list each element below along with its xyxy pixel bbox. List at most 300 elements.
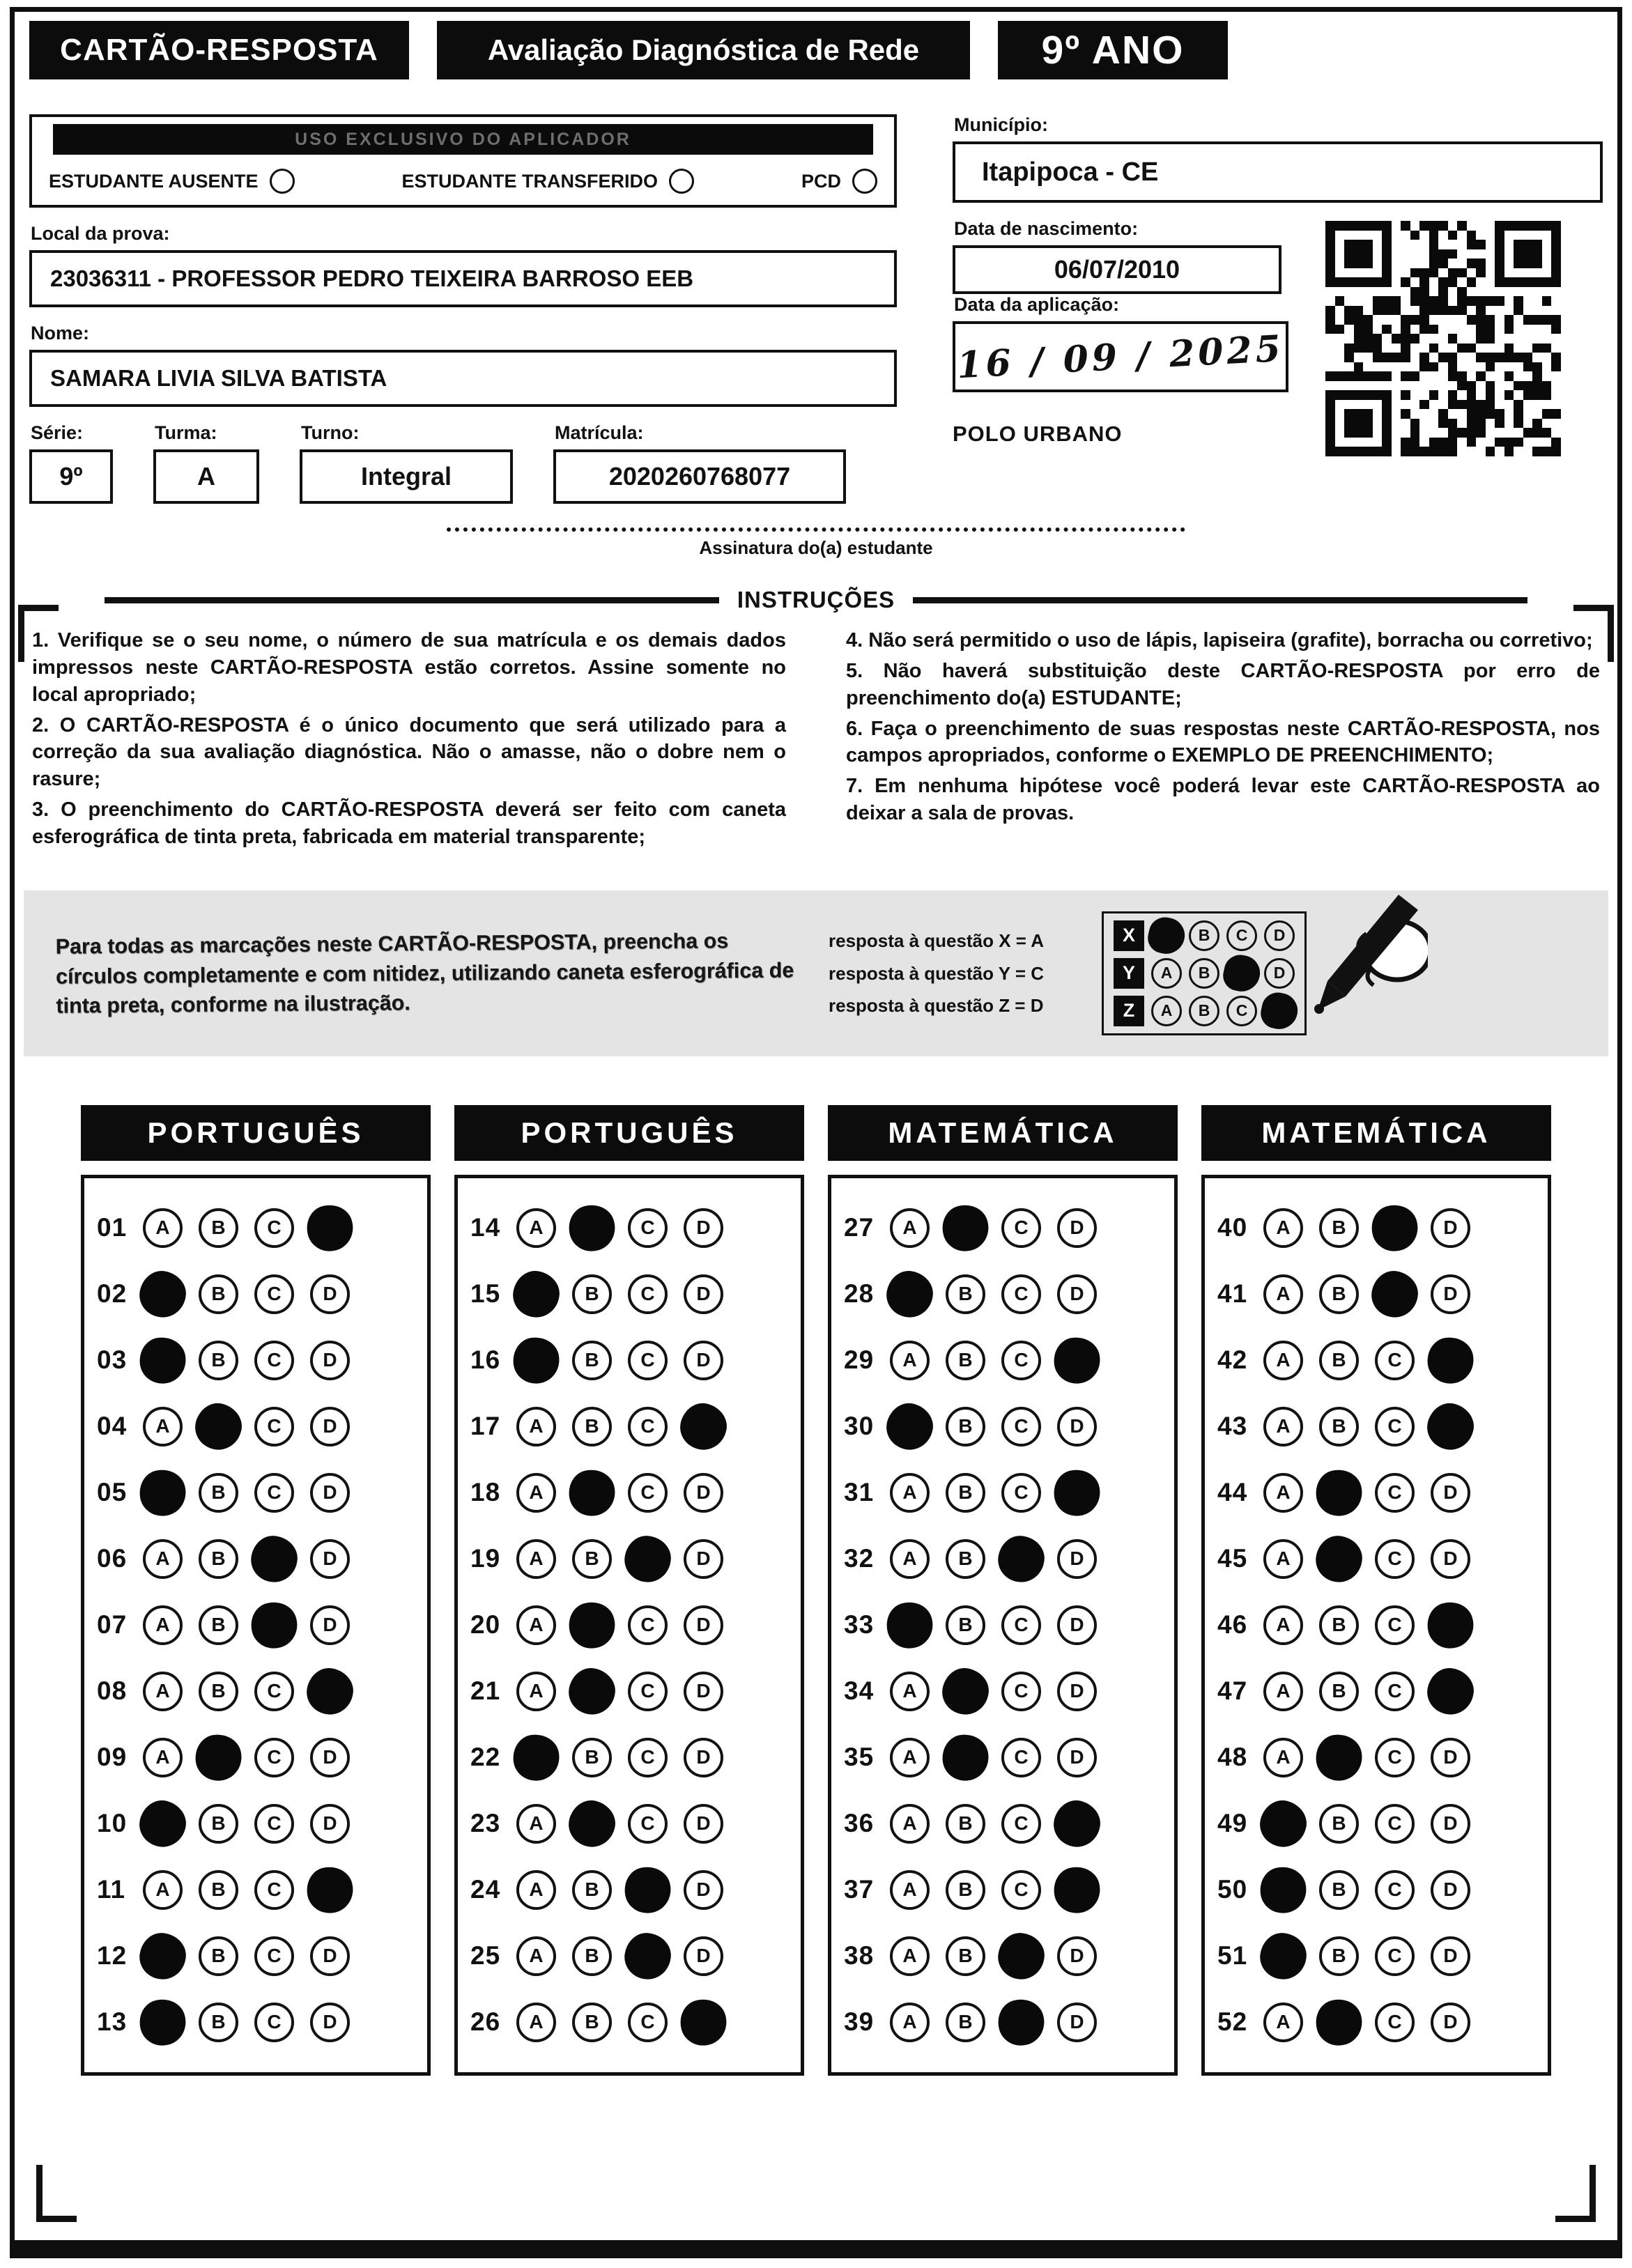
question-row xyxy=(470,1592,794,1658)
question-row xyxy=(97,1658,420,1725)
answer-bubble-d[interactable]: D xyxy=(1057,1605,1097,1645)
answer-bubble-d[interactable]: D xyxy=(1431,1804,1470,1844)
question-row xyxy=(470,1526,794,1592)
answer-bubble-d[interactable]: D xyxy=(310,1539,350,1579)
answer-bubble-c[interactable]: C xyxy=(628,1605,668,1645)
answer-bubble-d[interactable]: D xyxy=(310,1473,350,1513)
question-number: 42 xyxy=(1217,1345,1248,1375)
answer-bubble-c[interactable]: C xyxy=(254,1341,294,1380)
answer-bubble-c[interactable]: C xyxy=(1375,1473,1415,1513)
example-bubble-b: B xyxy=(1189,996,1219,1026)
answer-bubble-c[interactable]: C xyxy=(1001,1274,1041,1314)
answer-bubble-d[interactable]: D xyxy=(1431,1936,1470,1976)
answer-bubble-a[interactable]: A xyxy=(890,1473,930,1513)
answer-bubble-b[interactable]: B xyxy=(946,1804,985,1844)
answer-bubble-b[interactable] xyxy=(564,1795,621,1852)
answer-bubble-c[interactable]: C xyxy=(1375,2003,1415,2042)
answer-bubble-d[interactable]: D xyxy=(1431,1208,1470,1248)
answer-bubble-b[interactable]: B xyxy=(199,1672,238,1711)
answer-bubble-b[interactable] xyxy=(937,1200,993,1256)
answer-bubble-a[interactable]: A xyxy=(143,1539,183,1579)
answer-bubble-c[interactable]: C xyxy=(254,1870,294,1910)
answer-bubble-b[interactable]: B xyxy=(1319,1870,1359,1910)
question-number: 15 xyxy=(470,1279,501,1309)
question-number: 24 xyxy=(470,1875,501,1904)
answer-bubble-d[interactable]: D xyxy=(1431,2003,1470,2042)
answer-bubble-a[interactable]: A xyxy=(516,1208,556,1248)
answer-section xyxy=(81,1105,431,2076)
nome-field xyxy=(29,323,897,407)
option-bubbles xyxy=(143,1407,350,1447)
answer-bubble-d[interactable]: D xyxy=(1057,1208,1097,1248)
answer-bubble-b[interactable]: B xyxy=(572,1274,612,1314)
question-number: 48 xyxy=(1217,1743,1248,1772)
answer-bubble-b[interactable]: B xyxy=(199,2003,238,2042)
question-row xyxy=(844,1791,1167,1857)
answer-bubble-b[interactable]: B xyxy=(1319,1605,1359,1645)
answer-bubble-a[interactable]: A xyxy=(516,1804,556,1844)
answer-bubble-c[interactable] xyxy=(622,1533,674,1585)
answer-bubble-c[interactable] xyxy=(246,1597,302,1653)
answer-bubble-a[interactable]: A xyxy=(143,1605,183,1645)
answer-bubble-d[interactable] xyxy=(1052,1335,1103,1387)
question-row xyxy=(844,1261,1167,1327)
answer-bubble-c[interactable] xyxy=(1368,1267,1422,1322)
answer-bubble-d[interactable]: D xyxy=(1431,1274,1470,1314)
answer-bubble-d[interactable]: D xyxy=(684,1341,723,1380)
answer-bubble-c[interactable]: C xyxy=(1375,1870,1415,1910)
local-field xyxy=(29,223,897,307)
question-row xyxy=(97,1592,420,1658)
question-row xyxy=(97,1791,420,1857)
answer-bubble-c[interactable] xyxy=(1367,1200,1422,1256)
answer-bubble-b[interactable] xyxy=(193,1732,245,1784)
answer-bubble-c[interactable]: C xyxy=(628,1407,668,1447)
answer-bubble-c[interactable]: C xyxy=(1001,1672,1041,1711)
option-bubbles xyxy=(143,1936,350,1976)
answer-bubble-a[interactable] xyxy=(136,1267,190,1322)
answer-bubble-a[interactable]: A xyxy=(516,1605,556,1645)
option-bubbles xyxy=(516,1738,723,1777)
question-number: 19 xyxy=(470,1544,501,1573)
answer-bubble-a[interactable]: A xyxy=(1263,1274,1303,1314)
answer-bubble-a[interactable] xyxy=(137,1930,189,1982)
option-bubbles xyxy=(890,2003,1097,2042)
answer-bubble-c[interactable]: C xyxy=(1001,1473,1041,1513)
question-number: 36 xyxy=(844,1809,875,1838)
answer-bubble-d[interactable]: D xyxy=(684,1738,723,1777)
answer-bubble-d[interactable] xyxy=(1050,1863,1104,1917)
instructions-right xyxy=(846,627,1600,854)
answer-bubble-d[interactable]: D xyxy=(684,1804,723,1844)
answer-bubble-c[interactable]: C xyxy=(1375,1672,1415,1711)
answer-bubble-a[interactable] xyxy=(882,1597,937,1653)
option-bubbles xyxy=(143,1539,350,1579)
answer-bubble-b[interactable]: B xyxy=(199,1208,238,1248)
option-bubbles xyxy=(143,1341,350,1380)
answer-bubble-c[interactable]: C xyxy=(254,1936,294,1976)
answer-bubble-c[interactable]: C xyxy=(254,1672,294,1711)
answer-bubble-b[interactable]: B xyxy=(1319,1407,1359,1447)
answer-bubble-d[interactable]: D xyxy=(1057,1539,1097,1579)
question-number: 50 xyxy=(1217,1875,1248,1904)
question-row xyxy=(97,1261,420,1327)
answer-bubble-c[interactable]: C xyxy=(1001,1208,1041,1248)
answer-bubble-a[interactable] xyxy=(511,1732,562,1784)
answer-bubble-c[interactable]: C xyxy=(1375,1539,1415,1579)
qr-code xyxy=(1325,221,1561,456)
answer-bubble-d[interactable]: D xyxy=(1057,1274,1097,1314)
answer-bubble-a[interactable]: A xyxy=(516,2003,556,2042)
question-number: 12 xyxy=(97,1941,128,1970)
example-row xyxy=(1114,920,1295,951)
answer-bubble-b[interactable]: B xyxy=(1319,1208,1359,1248)
answer-bubble-c[interactable]: C xyxy=(254,1407,294,1447)
answer-bubble-a[interactable]: A xyxy=(890,1341,930,1380)
answer-bubble-c[interactable]: C xyxy=(628,2003,668,2042)
answer-bubble-a[interactable]: A xyxy=(1263,1473,1303,1513)
instructions-title-row xyxy=(0,587,1632,613)
answer-bubble-c[interactable]: C xyxy=(1001,1804,1041,1844)
answer-bubble-a[interactable] xyxy=(883,1267,937,1322)
answer-bubble-c[interactable]: C xyxy=(628,1274,668,1314)
answer-bubble-d[interactable]: D xyxy=(684,1605,723,1645)
answer-bubble-c[interactable] xyxy=(248,1533,300,1585)
answer-bubble-c[interactable]: C xyxy=(1375,1407,1415,1447)
question-row xyxy=(97,1923,420,1989)
answer-bubble-b[interactable]: B xyxy=(946,1473,985,1513)
answer-bubble-b[interactable]: B xyxy=(1319,1274,1359,1314)
answer-bubble-d[interactable]: D xyxy=(310,1341,350,1380)
answer-bubble-a[interactable] xyxy=(511,1335,562,1387)
answer-bubble-c[interactable]: C xyxy=(254,1804,294,1844)
answer-bubble-c[interactable]: C xyxy=(1001,1870,1041,1910)
answer-bubble-b[interactable]: B xyxy=(946,1870,985,1910)
answer-bubble-a[interactable]: A xyxy=(1263,2003,1303,2042)
answer-bubble-b[interactable]: B xyxy=(199,1539,238,1579)
answer-bubble-b[interactable] xyxy=(1311,1994,1367,2050)
question-number: 29 xyxy=(844,1345,875,1375)
answer-bubble-b[interactable]: B xyxy=(946,1407,985,1447)
answer-bubble-a[interactable]: A xyxy=(890,1208,930,1248)
answer-bubble-a[interactable]: A xyxy=(516,1870,556,1910)
answer-bubble-c[interactable]: C xyxy=(1375,1804,1415,1844)
answer-bubble-a[interactable]: A xyxy=(1263,1539,1303,1579)
answer-bubble-c[interactable]: C xyxy=(1375,1341,1415,1380)
answer-bubble-d[interactable] xyxy=(1050,1466,1104,1520)
answer-bubble-c[interactable]: C xyxy=(1375,1936,1415,1976)
answer-bubble-d[interactable]: D xyxy=(310,1936,350,1976)
answer-bubble-a[interactable]: A xyxy=(1263,1407,1303,1447)
answer-bubble-c[interactable]: C xyxy=(628,1672,668,1711)
answer-bubble-d[interactable]: D xyxy=(684,1274,723,1314)
answer-bubble-a[interactable]: A xyxy=(1263,1605,1303,1645)
answer-bubble-d[interactable]: D xyxy=(1057,1738,1097,1777)
answer-bubble-d[interactable] xyxy=(302,1200,357,1256)
answer-bubble-d[interactable]: D xyxy=(684,1936,723,1976)
instructions-columns xyxy=(0,627,1632,854)
answer-bubble-c[interactable]: C xyxy=(1001,1341,1041,1380)
answer-bubble-b[interactable]: B xyxy=(1319,1341,1359,1380)
answer-bubble-b[interactable]: B xyxy=(946,1341,985,1380)
answer-bubble-b[interactable]: B xyxy=(946,2003,985,2042)
answer-bubble-d[interactable] xyxy=(1424,1665,1478,1719)
question-number: 44 xyxy=(1217,1478,1248,1507)
answer-bubble-d[interactable] xyxy=(1422,1597,1478,1653)
answer-bubble-a[interactable]: A xyxy=(516,1539,556,1579)
answer-bubble-d[interactable]: D xyxy=(684,1672,723,1711)
answer-bubble-d[interactable]: D xyxy=(684,1473,723,1513)
answer-bubble-b[interactable]: B xyxy=(199,1473,238,1513)
question-number: 04 xyxy=(97,1412,128,1441)
question-number: 26 xyxy=(470,2007,501,2037)
answer-bubble-b[interactable]: B xyxy=(572,1738,612,1777)
answer-bubble-a[interactable]: A xyxy=(890,2003,930,2042)
answer-bubble-b[interactable]: B xyxy=(572,1341,612,1380)
answer-bubble-d[interactable]: D xyxy=(310,1274,350,1314)
option-bubbles xyxy=(1263,1407,1470,1447)
answer-bubble-d[interactable]: D xyxy=(1057,1672,1097,1711)
turno-field xyxy=(300,407,513,504)
answer-bubble-b[interactable] xyxy=(1314,1732,1365,1784)
answer-bubble-c[interactable] xyxy=(622,1930,674,1982)
option-bubbles xyxy=(890,1672,1097,1711)
answer-bubble-b[interactable] xyxy=(1312,1466,1366,1520)
answer-bubble-c[interactable]: C xyxy=(628,1341,668,1380)
example-bubble-c xyxy=(1220,952,1263,995)
answer-bubble-b[interactable]: B xyxy=(1319,1936,1359,1976)
option-bubbles xyxy=(516,1870,723,1910)
answer-bubble-b[interactable]: B xyxy=(199,1936,238,1976)
answer-section xyxy=(1201,1105,1551,2076)
question-number: 38 xyxy=(844,1941,875,1970)
option-bubbles xyxy=(1263,1870,1470,1910)
question-number: 34 xyxy=(844,1676,875,1706)
answer-bubble-a[interactable]: A xyxy=(1263,1341,1303,1380)
answer-bubble-a[interactable] xyxy=(137,1335,189,1387)
answer-bubble-c[interactable] xyxy=(995,1533,1047,1585)
answer-bubble-c[interactable]: C xyxy=(254,1738,294,1777)
answer-bubble-a[interactable] xyxy=(509,1267,564,1322)
option-bubbles xyxy=(143,1208,350,1248)
question-number: 18 xyxy=(470,1478,501,1507)
answer-bubble-d[interactable]: D xyxy=(1431,1473,1470,1513)
question-number: 07 xyxy=(97,1610,128,1640)
question-row xyxy=(844,1989,1167,2055)
question-row xyxy=(844,1526,1167,1592)
answer-bubble-b[interactable]: B xyxy=(572,2003,612,2042)
answer-bubble-d[interactable]: D xyxy=(310,2003,350,2042)
answer-bubble-a[interactable]: A xyxy=(143,1672,183,1711)
answer-bubble-d[interactable]: D xyxy=(1057,1936,1097,1976)
checkbox-circle[interactable] xyxy=(270,169,295,194)
answer-bubble-b[interactable]: B xyxy=(572,1936,612,1976)
answer-bubble-b[interactable]: B xyxy=(199,1804,238,1844)
serie-field xyxy=(29,407,113,504)
answer-bubble-b[interactable]: B xyxy=(572,1870,612,1910)
answer-bubble-a[interactable] xyxy=(1255,1795,1312,1852)
answer-bubble-a[interactable]: A xyxy=(890,1738,930,1777)
answer-bubble-d[interactable]: D xyxy=(1057,1407,1097,1447)
header xyxy=(0,21,1632,79)
exam-title: Avaliação Diagnóstica de Rede xyxy=(437,21,970,79)
answer-bubble-a[interactable]: A xyxy=(890,1804,930,1844)
answer-bubble-a[interactable] xyxy=(134,1795,192,1852)
instruction-item: 3. O preenchimento do CARTÃO-RESPOSTA deverá ser feito com caneta esferográfica de tinta preta, fabricada em material transparente; xyxy=(32,799,786,849)
answer-bubble-a[interactable]: A xyxy=(890,1672,930,1711)
answer-bubble-b[interactable] xyxy=(190,1398,247,1455)
answer-bubble-c[interactable]: C xyxy=(628,1804,668,1844)
option-bubbles xyxy=(890,1208,1097,1248)
answer-bubble-b[interactable] xyxy=(565,1466,619,1520)
answer-bubble-d[interactable]: D xyxy=(310,1804,350,1844)
answer-bubble-a[interactable]: A xyxy=(143,1870,183,1910)
answer-bubble-d[interactable]: D xyxy=(684,1539,723,1579)
question-row xyxy=(1217,1394,1541,1460)
answer-bubble-b[interactable] xyxy=(565,1665,619,1719)
answer-bubble-d[interactable]: D xyxy=(310,1605,350,1645)
answer-bubble-c[interactable]: C xyxy=(254,1274,294,1314)
answer-grid xyxy=(454,1175,804,2076)
question-number: 02 xyxy=(97,1279,128,1309)
answer-bubble-a[interactable]: A xyxy=(143,1208,183,1248)
answer-bubble-b[interactable] xyxy=(940,1732,992,1784)
answer-bubble-a[interactable]: A xyxy=(1263,1208,1303,1248)
question-row xyxy=(470,1195,794,1261)
answer-bubble-b[interactable]: B xyxy=(199,1274,238,1314)
answer-bubble-a[interactable]: A xyxy=(1263,1672,1303,1711)
question-number: 11 xyxy=(97,1875,126,1904)
answer-bubble-b[interactable]: B xyxy=(946,1936,985,1976)
answer-bubble-d[interactable] xyxy=(1425,1335,1477,1387)
answer-bubble-a[interactable]: A xyxy=(890,1936,930,1976)
answer-bubble-d[interactable] xyxy=(1049,1795,1106,1852)
example-row xyxy=(1114,996,1295,1026)
answer-bubble-d[interactable]: D xyxy=(1057,2003,1097,2042)
answer-bubble-b[interactable]: B xyxy=(199,1870,238,1910)
answer-bubble-b[interactable]: B xyxy=(1319,1804,1359,1844)
answer-bubble-d[interactable] xyxy=(675,1994,731,2050)
answer-bubble-d[interactable] xyxy=(675,1398,732,1455)
serie-value: 9º xyxy=(29,449,113,504)
answer-bubble-b[interactable]: B xyxy=(1319,1672,1359,1711)
signature-line[interactable] xyxy=(447,527,1185,532)
answer-bubble-b[interactable]: B xyxy=(946,1539,985,1579)
answer-bubble-a[interactable]: A xyxy=(890,1870,930,1910)
answer-bubble-c[interactable] xyxy=(993,1994,1049,2050)
answer-bubble-a[interactable] xyxy=(1257,1930,1309,1982)
answer-bubble-c[interactable]: C xyxy=(254,2003,294,2042)
answer-bubble-c[interactable]: C xyxy=(628,1738,668,1777)
answer-bubble-b[interactable]: B xyxy=(946,1605,985,1645)
checkbox-circle[interactable] xyxy=(852,169,877,194)
option-bubbles xyxy=(890,1407,1097,1447)
answer-bubble-c[interactable]: C xyxy=(254,1473,294,1513)
question-row xyxy=(470,1460,794,1526)
answer-bubble-a[interactable]: A xyxy=(516,1473,556,1513)
answer-bubble-b[interactable] xyxy=(564,1597,619,1653)
option-bubbles xyxy=(1263,1208,1470,1248)
answer-bubble-d[interactable] xyxy=(303,1665,357,1719)
question-number: 35 xyxy=(844,1743,875,1772)
answer-bubble-a[interactable]: A xyxy=(890,1539,930,1579)
question-row xyxy=(844,1327,1167,1394)
instruction-item: 4. Não será permitido o uso de lápis, lapiseira (grafite), borracha ou corretivo; xyxy=(846,629,1593,651)
answer-bubble-d[interactable]: D xyxy=(684,1870,723,1910)
answer-bubble-d[interactable]: D xyxy=(684,1208,723,1248)
answer-bubble-b[interactable] xyxy=(564,1200,619,1256)
option-bubbles xyxy=(890,1539,1097,1579)
answer-bubble-b[interactable]: B xyxy=(946,1274,985,1314)
answer-bubble-c[interactable]: C xyxy=(1001,1738,1041,1777)
answer-bubble-b[interactable]: B xyxy=(199,1605,238,1645)
answer-bubble-b[interactable] xyxy=(1313,1533,1365,1585)
answer-bubble-d[interactable]: D xyxy=(1431,1539,1470,1579)
fill-example-banner xyxy=(24,890,1608,1056)
instruction-item: 2. O CARTÃO-RESPOSTA é o único documento que será utilizado para a correção da sua avaliação diagnóstica. Não o amasse, não o dobre nem o rasure; xyxy=(32,713,786,791)
answer-bubble-d[interactable]: D xyxy=(1431,1738,1470,1777)
answer-bubble-b[interactable]: B xyxy=(199,1341,238,1380)
answer-bubble-a[interactable]: A xyxy=(516,1936,556,1976)
answer-bubble-c[interactable]: C xyxy=(1001,1605,1041,1645)
question-row xyxy=(1217,1791,1541,1857)
checkbox-circle[interactable] xyxy=(669,169,694,194)
checkbox-label: PCD xyxy=(801,170,841,192)
answer-bubble-d[interactable]: D xyxy=(310,1738,350,1777)
answer-section-title: PORTUGUÊS xyxy=(81,1105,431,1161)
question-number: 05 xyxy=(97,1478,128,1507)
answer-bubble-a[interactable]: A xyxy=(516,1672,556,1711)
answer-bubble-c[interactable]: C xyxy=(628,1473,668,1513)
answer-bubble-d[interactable] xyxy=(1422,1398,1479,1455)
answer-bubble-a[interactable]: A xyxy=(1263,1738,1303,1777)
answer-bubble-d[interactable] xyxy=(303,1863,357,1917)
answer-bubble-c[interactable]: C xyxy=(1375,1605,1415,1645)
registration-mark xyxy=(18,605,59,662)
question-number: 28 xyxy=(844,1279,875,1309)
answer-bubble-b[interactable] xyxy=(939,1665,993,1719)
option-bubbles xyxy=(890,1274,1097,1314)
applicator-checkbox-row xyxy=(36,169,890,194)
answer-bubble-a[interactable]: A xyxy=(516,1407,556,1447)
answer-bubble-a[interactable] xyxy=(1256,1863,1310,1917)
answer-bubble-d[interactable]: D xyxy=(310,1407,350,1447)
answer-bubble-c[interactable]: C xyxy=(1375,1738,1415,1777)
answer-bubble-c[interactable]: C xyxy=(254,1208,294,1248)
question-number: 22 xyxy=(470,1743,501,1772)
grade-badge: 9º ANO xyxy=(998,21,1228,79)
answer-bubble-a[interactable]: A xyxy=(143,1407,183,1447)
answer-bubble-b[interactable]: B xyxy=(572,1407,612,1447)
polo-label: POLO URBANO xyxy=(953,422,1123,446)
answer-bubble-b[interactable]: B xyxy=(572,1539,612,1579)
answer-bubble-d[interactable]: D xyxy=(1431,1870,1470,1910)
answer-bubble-c[interactable]: C xyxy=(1001,1407,1041,1447)
answer-bubble-c[interactable] xyxy=(621,1863,675,1917)
example-row xyxy=(1114,958,1295,989)
answer-bubble-a[interactable] xyxy=(882,1398,939,1455)
municipio-label: Município: xyxy=(954,114,1048,135)
question-row xyxy=(97,1195,420,1261)
answer-bubble-a[interactable] xyxy=(134,1994,190,2050)
answer-bubble-c[interactable] xyxy=(995,1930,1047,1982)
answer-bubble-a[interactable]: A xyxy=(143,1738,183,1777)
question-number: 43 xyxy=(1217,1412,1248,1441)
option-bubbles xyxy=(1263,1539,1470,1579)
option-bubbles xyxy=(1263,1672,1470,1711)
answer-bubble-c[interactable]: C xyxy=(628,1208,668,1248)
answer-bubble-a[interactable] xyxy=(136,1466,190,1520)
